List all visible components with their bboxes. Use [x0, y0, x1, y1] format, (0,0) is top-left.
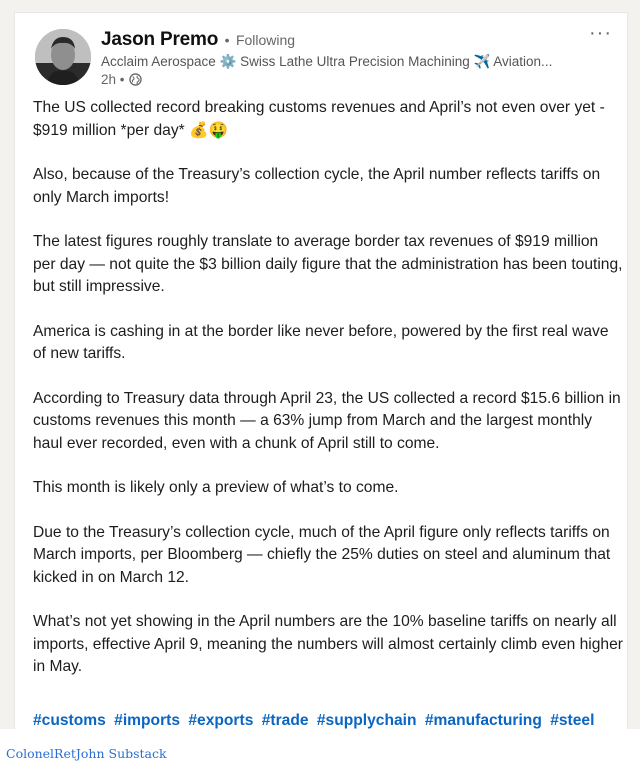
post-paragraph: Also, because of the Treasury’s collection cycle, the April number reflects tariffs on only March imports! — [33, 166, 601, 206]
globe-icon — [129, 73, 142, 86]
hashtag-link[interactable]: #customs — [33, 712, 106, 729]
hashtag-link[interactable]: #exports — [188, 712, 254, 729]
post-paragraph: The US collected record breaking customs revenues and April’s not even over yet - $919 million *per day* 💰🤑 — [33, 99, 605, 139]
post-paragraph: This month is likely only a preview of what’s to come. — [33, 479, 399, 496]
author-avatar[interactable] — [35, 29, 91, 85]
avatar-photo — [35, 29, 91, 85]
author-name[interactable]: Jason Premo — [101, 29, 219, 50]
post-paragraph: The latest figures roughly translate to average border tax revenues of $919 million per day — not quite the $3 billion daily figure that the administration has been touting, but still impressive. — [33, 233, 623, 295]
post-paragraph: Due to the Treasury’s collection cycle, much of the April figure only reflects tariffs on March imports, per Bloomberg — chiefly the 25% duties on steel and aluminum that kicked in on March 12. — [33, 523, 611, 586]
author-headline: Acclaim Aerospace ⚙️ Swiss Lathe Ultra Precision Machining ✈️ Aviation... — [101, 54, 553, 69]
post-body — [33, 97, 625, 701]
post-card — [14, 12, 628, 729]
hashtag-link[interactable]: #supplychain — [316, 712, 417, 729]
hashtag-link[interactable]: #imports — [114, 712, 181, 729]
author-line — [101, 29, 295, 51]
follow-status: Following — [235, 32, 296, 48]
post-time: 2h • — [101, 72, 125, 87]
post-paragraph: According to Treasury data through April 23, the US collected a record $15.6 billion in customs revenues this month — a 63% jump from March and the largest monthly haul ever recorded, even with a chunk of April still to come. — [33, 389, 621, 452]
hashtag-list — [33, 712, 598, 730]
more-options-icon[interactable]: ··· — [589, 22, 612, 44]
post-paragraph: America is cashing in at the border like never before, powered by the first real wave of new tariffs. — [33, 322, 609, 362]
post-paragraph: What’s not yet showing in the April numbers are the 10% baseline tariffs on nearly all imports, effective April 9, meaning the numbers will almost certainly climb even higher in May. — [33, 613, 623, 675]
hashtag-link[interactable]: #steel — [550, 712, 595, 729]
separator-dot: • — [224, 32, 230, 48]
hashtag-link[interactable]: #trade — [261, 712, 309, 729]
hashtag-link[interactable]: #manufacturing — [424, 712, 542, 729]
post-meta — [101, 72, 142, 87]
source-caption-link[interactable]: ColonelRetJohn Substack — [6, 746, 167, 761]
